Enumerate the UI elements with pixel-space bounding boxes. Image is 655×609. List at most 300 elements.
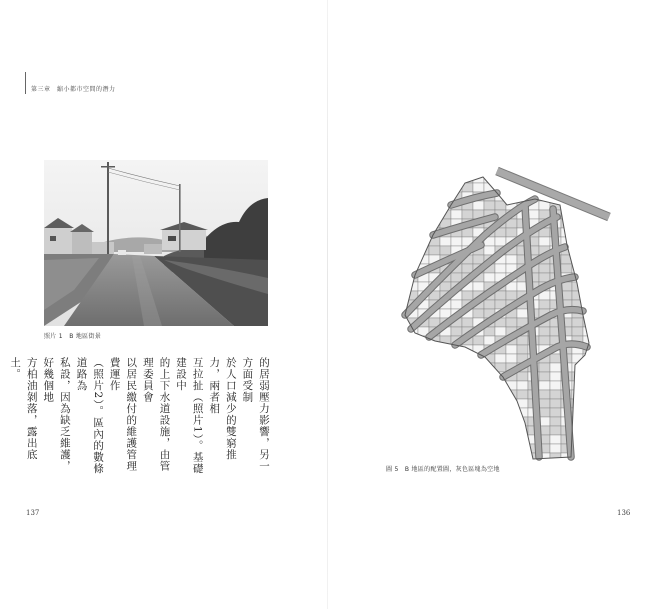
lot-parcel: [396, 219, 407, 228]
lot-parcel: [539, 336, 550, 345]
lot-parcel: [451, 210, 462, 219]
lot-parcel: [495, 399, 506, 408]
lot-parcel: [550, 408, 561, 417]
page-gutter: [327, 0, 328, 609]
lot-parcel: [385, 444, 396, 453]
text-column: 的上下水道設施，由管理委員會: [141, 357, 171, 472]
lot-parcel: [550, 165, 561, 174]
lot-parcel: [418, 417, 429, 426]
lot-parcel: [506, 417, 517, 426]
map-caption: 圖 5 B 地區的配置圖，灰色區塊為空地: [386, 466, 500, 473]
lot-parcel: [407, 426, 418, 435]
lot-parcel: [594, 417, 605, 426]
lot-parcel: [396, 246, 407, 255]
lot-parcel: [418, 372, 429, 381]
lot-parcel: [451, 390, 462, 399]
lot-parcel: [462, 435, 473, 444]
lot-parcel: [440, 237, 451, 246]
lot-parcel: [418, 237, 429, 246]
lot-parcel: [594, 246, 605, 255]
lot-parcel: [407, 174, 418, 183]
lot-parcel: [594, 300, 605, 309]
lot-parcel: [605, 444, 616, 453]
lot-parcel: [583, 255, 594, 264]
lot-parcel: [407, 363, 418, 372]
header-rule: [25, 72, 26, 94]
lot-parcel: [594, 399, 605, 408]
lot-parcel: [572, 165, 583, 174]
lot-parcel: [451, 174, 462, 183]
lot-parcel: [473, 336, 484, 345]
lot-parcel: [517, 165, 528, 174]
lot-parcel: [572, 372, 583, 381]
lot-parcel: [429, 426, 440, 435]
lot-parcel: [385, 426, 396, 435]
lot-parcel: [385, 345, 396, 354]
lot-parcel: [517, 435, 528, 444]
lot-parcel: [605, 174, 616, 183]
lot-parcel: [462, 408, 473, 417]
lot-parcel: [605, 381, 616, 390]
lot-parcel: [385, 300, 396, 309]
lot-parcel: [605, 372, 616, 381]
lot-parcel: [539, 462, 550, 471]
lot-parcel: [429, 183, 440, 192]
lot-parcel: [407, 255, 418, 264]
lot-parcel: [561, 462, 572, 471]
text-column: 私設，因為缺乏維護，好幾個地: [42, 357, 71, 472]
lot-parcel: [451, 444, 462, 453]
lot-parcel: [517, 372, 528, 381]
lot-parcel: [462, 399, 473, 408]
lot-parcel: [484, 327, 495, 336]
lot-parcel: [594, 318, 605, 327]
lot-parcel: [605, 291, 616, 300]
lot-parcel: [440, 354, 451, 363]
lot-parcel: [506, 228, 517, 237]
lot-parcel: [594, 219, 605, 228]
lot-parcel: [517, 309, 528, 318]
lot-parcel: [572, 246, 583, 255]
lot-parcel: [440, 246, 451, 255]
lot-parcel: [396, 237, 407, 246]
lot-parcel: [396, 228, 407, 237]
lot-parcel: [528, 462, 539, 471]
lot-parcel: [385, 219, 396, 228]
lot-parcel: [484, 453, 495, 462]
lot-parcel: [385, 435, 396, 444]
lot-parcel: [451, 327, 462, 336]
lot-parcel: [473, 453, 484, 462]
lot-parcel: [462, 390, 473, 399]
lot-parcel: [583, 417, 594, 426]
lot-parcel: [495, 408, 506, 417]
lot-parcel: [572, 228, 583, 237]
lot-parcel: [451, 417, 462, 426]
lot-parcel: [594, 255, 605, 264]
lot-parcel: [385, 201, 396, 210]
lot-parcel: [506, 345, 517, 354]
lot-parcel: [484, 165, 495, 174]
lot-parcel: [517, 381, 528, 390]
lot-parcel: [550, 417, 561, 426]
lot-parcel: [385, 327, 396, 336]
lot-parcel: [605, 399, 616, 408]
lot-parcel: [462, 291, 473, 300]
lot-parcel: [484, 435, 495, 444]
lot-parcel: [396, 453, 407, 462]
lot-parcel: [385, 363, 396, 372]
body-text: [9, 357, 272, 475]
lot-parcel: [528, 165, 539, 174]
lot-parcel: [605, 417, 616, 426]
lot-parcel: [440, 174, 451, 183]
lot-parcel: [550, 399, 561, 408]
lot-parcel: [583, 426, 594, 435]
lot-parcel: [407, 201, 418, 210]
lot-parcel: [440, 390, 451, 399]
lot-parcel: [572, 318, 583, 327]
lot-parcel: [396, 390, 407, 399]
lot-parcel: [440, 453, 451, 462]
lot-parcel: [473, 363, 484, 372]
lot-parcel: [385, 264, 396, 273]
lot-parcel: [539, 300, 550, 309]
lot-parcel: [396, 336, 407, 345]
lot-parcel: [451, 426, 462, 435]
lot-parcel: [594, 237, 605, 246]
lot-parcel: [385, 282, 396, 291]
lot-parcel: [572, 255, 583, 264]
lot-parcel: [605, 435, 616, 444]
lot-parcel: [440, 372, 451, 381]
lot-parcel: [506, 408, 517, 417]
lot-parcel: [396, 165, 407, 174]
lot-parcel: [440, 426, 451, 435]
lot-parcel: [594, 192, 605, 201]
lot-parcel: [550, 426, 561, 435]
lot-parcel: [605, 228, 616, 237]
lot-parcel: [484, 408, 495, 417]
lot-parcel: [594, 453, 605, 462]
lot-parcel: [396, 282, 407, 291]
lot-parcel: [594, 291, 605, 300]
lot-parcel: [539, 174, 550, 183]
lot-parcel: [418, 228, 429, 237]
lot-parcel: [572, 426, 583, 435]
photo-caption: 照片 1 B 地區街景: [44, 333, 102, 340]
lot-parcel: [506, 462, 517, 471]
lot-parcel: [396, 300, 407, 309]
lot-parcel: [506, 318, 517, 327]
lot-parcel: [583, 291, 594, 300]
text-column: 的居弱壓力影響，另一方面受制: [241, 357, 270, 472]
lot-parcel: [561, 183, 572, 192]
lot-parcel: [495, 426, 506, 435]
lot-parcel: [385, 309, 396, 318]
lot-parcel: [396, 381, 407, 390]
lot-parcel: [594, 273, 605, 282]
lot-parcel: [407, 372, 418, 381]
lot-parcel: [484, 399, 495, 408]
lot-parcel: [440, 282, 451, 291]
lot-parcel: [385, 246, 396, 255]
lot-parcel: [572, 237, 583, 246]
text-column: （照片2）。區內的數條道路為: [75, 357, 105, 475]
lot-parcel: [407, 165, 418, 174]
lot-parcel: [385, 192, 396, 201]
lot-parcel: [495, 390, 506, 399]
lot-parcel: [572, 417, 583, 426]
lot-parcel: [506, 453, 517, 462]
lot-parcel: [418, 435, 429, 444]
lot-parcel: [594, 264, 605, 273]
lot-parcel: [539, 399, 550, 408]
lot-parcel: [385, 336, 396, 345]
lot-parcel: [429, 408, 440, 417]
lot-parcel: [418, 174, 429, 183]
lot-parcel: [418, 210, 429, 219]
lot-parcel: [517, 345, 528, 354]
lot-parcel: [462, 381, 473, 390]
lot-parcel: [407, 192, 418, 201]
lot-parcel: [495, 264, 506, 273]
lot-parcel: [594, 282, 605, 291]
lot-parcel: [484, 300, 495, 309]
lot-parcel: [561, 174, 572, 183]
lot-parcel: [473, 426, 484, 435]
page-number-right: 136: [617, 509, 631, 517]
lot-parcel: [462, 363, 473, 372]
lot-parcel: [407, 345, 418, 354]
lot-parcel: [462, 264, 473, 273]
lot-parcel: [583, 219, 594, 228]
lot-parcel: [429, 210, 440, 219]
lot-parcel: [539, 408, 550, 417]
lot-parcel: [605, 462, 616, 471]
lot-parcel: [473, 309, 484, 318]
lot-parcel: [583, 381, 594, 390]
lot-parcel: [495, 237, 506, 246]
lot-parcel: [539, 390, 550, 399]
lot-parcel: [396, 363, 407, 372]
lot-parcel: [440, 408, 451, 417]
lot-parcel: [583, 462, 594, 471]
lot-parcel: [550, 381, 561, 390]
lot-parcel: [539, 165, 550, 174]
lot-parcel: [594, 309, 605, 318]
lot-parcel: [418, 426, 429, 435]
lot-parcel: [605, 183, 616, 192]
lot-parcel: [396, 174, 407, 183]
lot-parcel: [583, 228, 594, 237]
text-column: 方柏油剝落，露出底土。: [9, 357, 38, 461]
lot-parcel: [451, 237, 462, 246]
text-column: 於人口減少的雙窮推力，兩者相: [208, 357, 237, 461]
lot-parcel: [539, 381, 550, 390]
lot-parcel: [594, 390, 605, 399]
lot-parcel: [473, 417, 484, 426]
lot-parcel: [594, 354, 605, 363]
lot-parcel: [605, 282, 616, 291]
lot-parcel: [418, 219, 429, 228]
lot-parcel: [396, 399, 407, 408]
lot-parcel: [396, 444, 407, 453]
lot-parcel: [594, 372, 605, 381]
lot-parcel: [550, 354, 561, 363]
lot-parcel: [517, 462, 528, 471]
lot-parcel: [539, 327, 550, 336]
lot-parcel: [583, 237, 594, 246]
lot-parcel: [462, 372, 473, 381]
lot-parcel: [594, 345, 605, 354]
lot-parcel: [572, 183, 583, 192]
lot-parcel: [440, 435, 451, 444]
lot-parcel: [385, 165, 396, 174]
lot-parcel: [495, 444, 506, 453]
lot-parcel: [429, 174, 440, 183]
lot-parcel: [440, 444, 451, 453]
lot-parcel: [418, 390, 429, 399]
lot-parcel: [605, 273, 616, 282]
lot-parcel: [550, 435, 561, 444]
lot-parcel: [396, 264, 407, 273]
lot-parcel: [385, 399, 396, 408]
lot-parcel: [583, 453, 594, 462]
lot-parcel: [594, 426, 605, 435]
text-column: 以居民繳付的維護管理費運作: [108, 357, 138, 472]
lot-parcel: [396, 345, 407, 354]
lot-parcel: [440, 381, 451, 390]
lot-parcel: [506, 426, 517, 435]
lot-parcel: [429, 444, 440, 453]
lot-parcel: [484, 381, 495, 390]
lot-parcel: [385, 354, 396, 363]
lot-parcel: [572, 219, 583, 228]
lot-parcel: [473, 255, 484, 264]
lot-parcel: [396, 408, 407, 417]
lot-parcel: [495, 417, 506, 426]
lot-parcel: [385, 390, 396, 399]
lot-parcel: [594, 408, 605, 417]
lot-parcel: [407, 228, 418, 237]
lot-parcel: [594, 444, 605, 453]
lot-parcel: [407, 336, 418, 345]
lot-parcel: [594, 435, 605, 444]
lot-parcel: [605, 336, 616, 345]
lot-parcel: [605, 363, 616, 372]
lot-parcel: [550, 444, 561, 453]
lot-parcel: [407, 381, 418, 390]
lot-parcel: [462, 453, 473, 462]
lot-parcel: [561, 228, 572, 237]
lot-parcel: [572, 408, 583, 417]
lot-parcel: [495, 381, 506, 390]
lot-parcel: [517, 336, 528, 345]
lot-parcel: [561, 165, 572, 174]
lot-parcel: [484, 363, 495, 372]
lot-parcel: [429, 345, 440, 354]
lot-parcel: [550, 462, 561, 471]
lot-parcel: [550, 390, 561, 399]
lot-parcel: [539, 363, 550, 372]
lot-parcel: [407, 219, 418, 228]
lot-parcel: [429, 399, 440, 408]
lot-parcel: [385, 210, 396, 219]
lot-parcel: [385, 318, 396, 327]
lot-parcel: [385, 408, 396, 417]
lot-parcel: [506, 192, 517, 201]
lot-parcel: [517, 453, 528, 462]
lot-parcel: [594, 327, 605, 336]
lot-parcel: [407, 399, 418, 408]
lot-parcel: [605, 165, 616, 174]
lot-parcel: [506, 444, 517, 453]
lot-parcel: [396, 291, 407, 300]
lot-parcel: [605, 264, 616, 273]
lot-parcel: [484, 246, 495, 255]
lot-parcel: [451, 372, 462, 381]
lot-parcel: [429, 246, 440, 255]
lot-parcel: [484, 201, 495, 210]
lot-parcel: [594, 381, 605, 390]
lot-parcel: [407, 453, 418, 462]
lot-parcel: [517, 390, 528, 399]
lot-parcel: [572, 363, 583, 372]
lot-parcel: [407, 435, 418, 444]
lot-parcel: [462, 426, 473, 435]
lot-parcel: [451, 381, 462, 390]
lot-parcel: [539, 237, 550, 246]
lot-parcel: [451, 453, 462, 462]
text-column: 互拉扯（照片1）。基礎建設中: [175, 357, 204, 475]
lot-parcel: [473, 165, 484, 174]
lot-parcel: [418, 444, 429, 453]
lot-parcel: [605, 192, 616, 201]
site-plan-map: [385, 165, 615, 465]
lot-parcel: [429, 363, 440, 372]
lot-parcel: [583, 372, 594, 381]
lot-parcel: [605, 318, 616, 327]
lot-parcel: [429, 201, 440, 210]
lot-parcel: [451, 408, 462, 417]
lot-parcel: [550, 372, 561, 381]
lot-parcel: [517, 444, 528, 453]
lot-parcel: [451, 354, 462, 363]
lot-parcel: [385, 237, 396, 246]
lot-parcel: [484, 390, 495, 399]
lot-parcel: [594, 183, 605, 192]
lot-parcel: [429, 381, 440, 390]
lot-parcel: [594, 363, 605, 372]
lot-parcel: [418, 165, 429, 174]
lot-parcel: [495, 327, 506, 336]
lot-parcel: [429, 453, 440, 462]
lot-parcel: [506, 354, 517, 363]
lot-parcel: [418, 354, 429, 363]
lot-parcel: [407, 246, 418, 255]
lot-parcel: [473, 201, 484, 210]
lot-parcel: [473, 183, 484, 192]
lot-parcel: [429, 372, 440, 381]
lot-parcel: [594, 228, 605, 237]
lot-parcel: [451, 300, 462, 309]
lot-parcel: [583, 408, 594, 417]
lot-parcel: [473, 372, 484, 381]
lot-parcel: [572, 210, 583, 219]
lot-parcel: [396, 183, 407, 192]
lot-parcel: [583, 192, 594, 201]
